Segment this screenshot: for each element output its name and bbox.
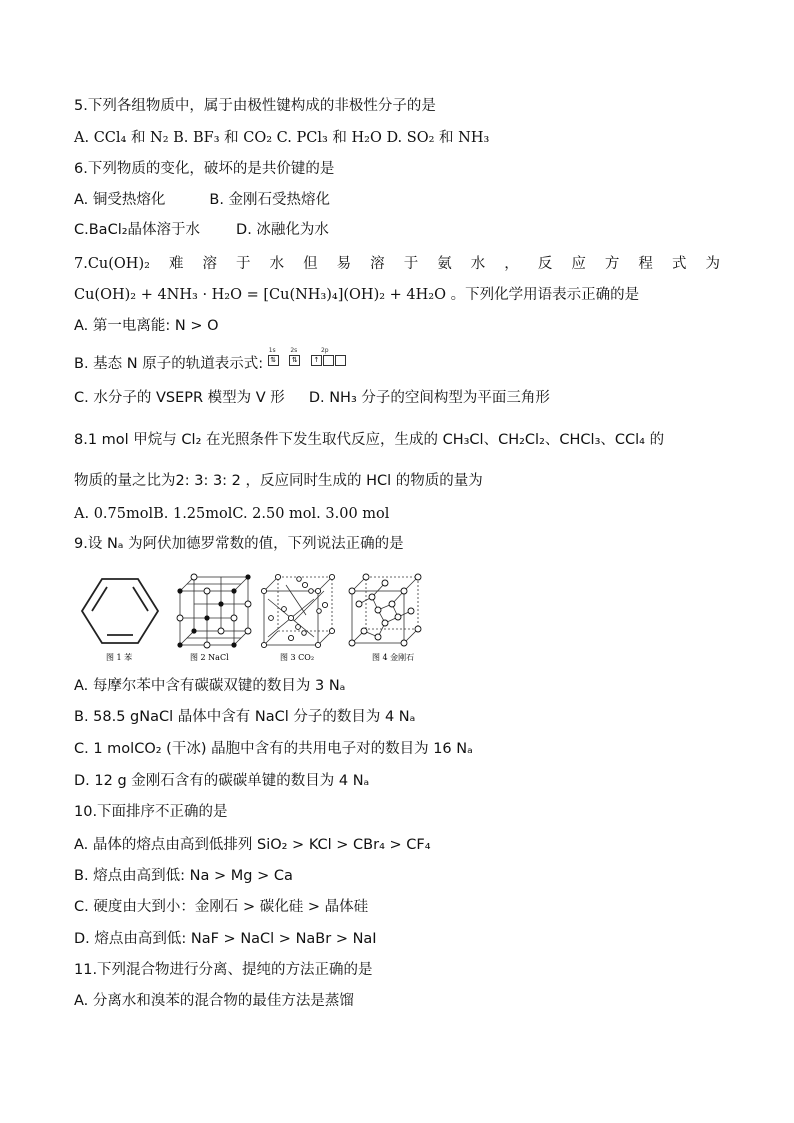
q7-stem-line2 xyxy=(74,285,639,305)
q7-stem-word: 式 xyxy=(671,256,687,272)
co2-crystal-cell xyxy=(264,577,332,645)
q7-stem-word: 为 xyxy=(705,256,720,272)
q7-stem-word: 溶 xyxy=(202,256,217,272)
q7-option-a: A. 第一电离能: N > O xyxy=(74,318,219,334)
crystal-structures-figure xyxy=(74,571,426,665)
q10-stem: 10.下面排序不正确的是 xyxy=(74,804,228,820)
q8-stem-line2: 物质的量之比为2: 3: 3: 2 ，反应同时生成的 HCl 的物质的量为 xyxy=(74,473,483,489)
nacl-crystal-cell xyxy=(180,577,248,645)
q7-stem-word: 7.Cu(OH)₂ xyxy=(74,256,150,272)
figure-caption-3: 图 3 CO₂ xyxy=(280,653,315,662)
q11-option-a: A. 分离水和溴苯的混合物的最佳方法是蒸馏 xyxy=(74,993,354,1009)
orbital-box xyxy=(335,355,346,366)
figure-caption-1: 图 1 苯 xyxy=(106,653,133,662)
q7-options-cd xyxy=(74,388,550,408)
crystal-structures-svg xyxy=(74,571,426,665)
q6-options-ab xyxy=(74,190,330,210)
q10-option-a: A. 晶体的熔点由高到低排列 SiO₂ > KCl > CBr₄ > CF₄ xyxy=(74,837,431,853)
q7-stem-word: 但 xyxy=(303,256,318,272)
q7-stem-word: 水 xyxy=(470,256,486,272)
orbital-label-2s: 2s xyxy=(290,347,298,354)
q5-options: A. CCl₄ 和 N₂ B. BF₃ 和 CO₂ C. PCl₃ 和 H₂O D. SO₂ 和 NH₃ xyxy=(74,130,490,146)
orbital-box: ⇅ xyxy=(289,355,300,366)
q7-stem-word: 于 xyxy=(403,256,419,272)
q7-stem-line1 xyxy=(74,254,720,274)
orbital-box: ⇅ xyxy=(268,355,279,366)
q11-stem: 11.下列混合物进行分离、提纯的方法正确的是 xyxy=(74,962,373,978)
q9-option-d: D. 12 g 金刚石含有的碳碳单键的数目为 4 Nₐ xyxy=(74,773,370,789)
q10-option-b: B. 熔点由高到低: Na > Mg > Ca xyxy=(74,868,293,884)
q5-stem: 5.下列各组物质中，属于由极性键构成的非极性分子的是 xyxy=(74,98,436,114)
q6-stem: 6.下列物质的变化，破坏的是共价键的是 xyxy=(74,161,335,177)
q7-stem-word: 溶 xyxy=(370,256,385,272)
q7-option-b: B. 基态 N 原子的轨道表示式: xyxy=(74,356,264,372)
q6-option-d: D. 冰融化为水 xyxy=(236,222,329,238)
q7-stem-word: 于 xyxy=(236,256,251,272)
q8-stem-line1: 8.1 mol 甲烷与 Cl₂ 在光照条件下发生取代反应，生成的 CH₃Cl、CH₂Cl₂、CHCl₃、CCl₄ 的 xyxy=(74,432,665,448)
q6-option-a: A. 铜受热熔化 xyxy=(74,192,166,208)
q7-stem-word: 易 xyxy=(336,256,352,272)
q8-options: A. 0.75molB. 1.25molC. 2.50 mol. 3.00 mol xyxy=(74,506,390,522)
orbital-diagram xyxy=(268,347,347,370)
q7-stem-word: 方 xyxy=(604,256,620,272)
orbital-label-2p: 2p xyxy=(320,347,329,354)
orbital-label-1s: 1s xyxy=(268,347,276,354)
q7-option-d: D. NH₃ 分子的空间构型为平面三角形 xyxy=(308,390,550,406)
q7-stem-word: 反 xyxy=(537,256,553,272)
q6-option-c: C.BaCl₂晶体溶于水 xyxy=(74,222,201,238)
q9-option-b: B. 58.5 gNaCl 晶体中含有 NaCl 分子的数目为 4 Nₐ xyxy=(74,709,416,725)
benzene-structure xyxy=(82,579,158,643)
orbital-box: ↑ xyxy=(311,355,322,366)
q7-option-b-row xyxy=(74,347,347,374)
q9-option-a: A. 每摩尔苯中含有碳碳双键的数目为 3 Nₐ xyxy=(74,678,346,694)
q7-option-c: C. 水分子的 VSEPR 模型为 V 形 xyxy=(74,390,285,406)
q7-stem-word: 氨 xyxy=(437,256,452,272)
q7-stem-word: 难 xyxy=(168,256,184,272)
q9-option-c: C. 1 molCO₂ (干冰) 晶胞中含有的共用电子对的数目为 16 Nₐ xyxy=(74,741,473,757)
q10-option-d: D. 熔点由高到低: NaF > NaCl > NaBr > NaI xyxy=(74,931,377,947)
q6-option-b: B. 金刚石受热熔化 xyxy=(209,192,331,208)
q7-stem-word: 程 xyxy=(638,256,653,272)
figure-caption-2: 图 2 NaCl xyxy=(190,653,229,662)
q7-stem-word: ， xyxy=(504,256,519,272)
figure-caption-4: 图 4 金刚石 xyxy=(372,653,415,662)
q7-stem-word: 水 xyxy=(269,256,285,272)
q7-stem-end: 。下列化学用语表示正确的是 xyxy=(450,287,640,303)
q7-equation: Cu(OH)₂ + 4NH₃ · H₂O = [Cu(NH₃)₄](OH)₂ + 4H₂O xyxy=(74,287,446,303)
q7-stem-word: 应 xyxy=(571,256,586,272)
q9-stem: 9.设 Nₐ 为阿伏加德罗常数的值，下列说法正确的是 xyxy=(74,536,404,552)
q6-options-cd xyxy=(74,220,329,240)
q10-option-c: C. 硬度由大到小：金刚石 > 碳化硅 > 晶体硅 xyxy=(74,899,369,915)
